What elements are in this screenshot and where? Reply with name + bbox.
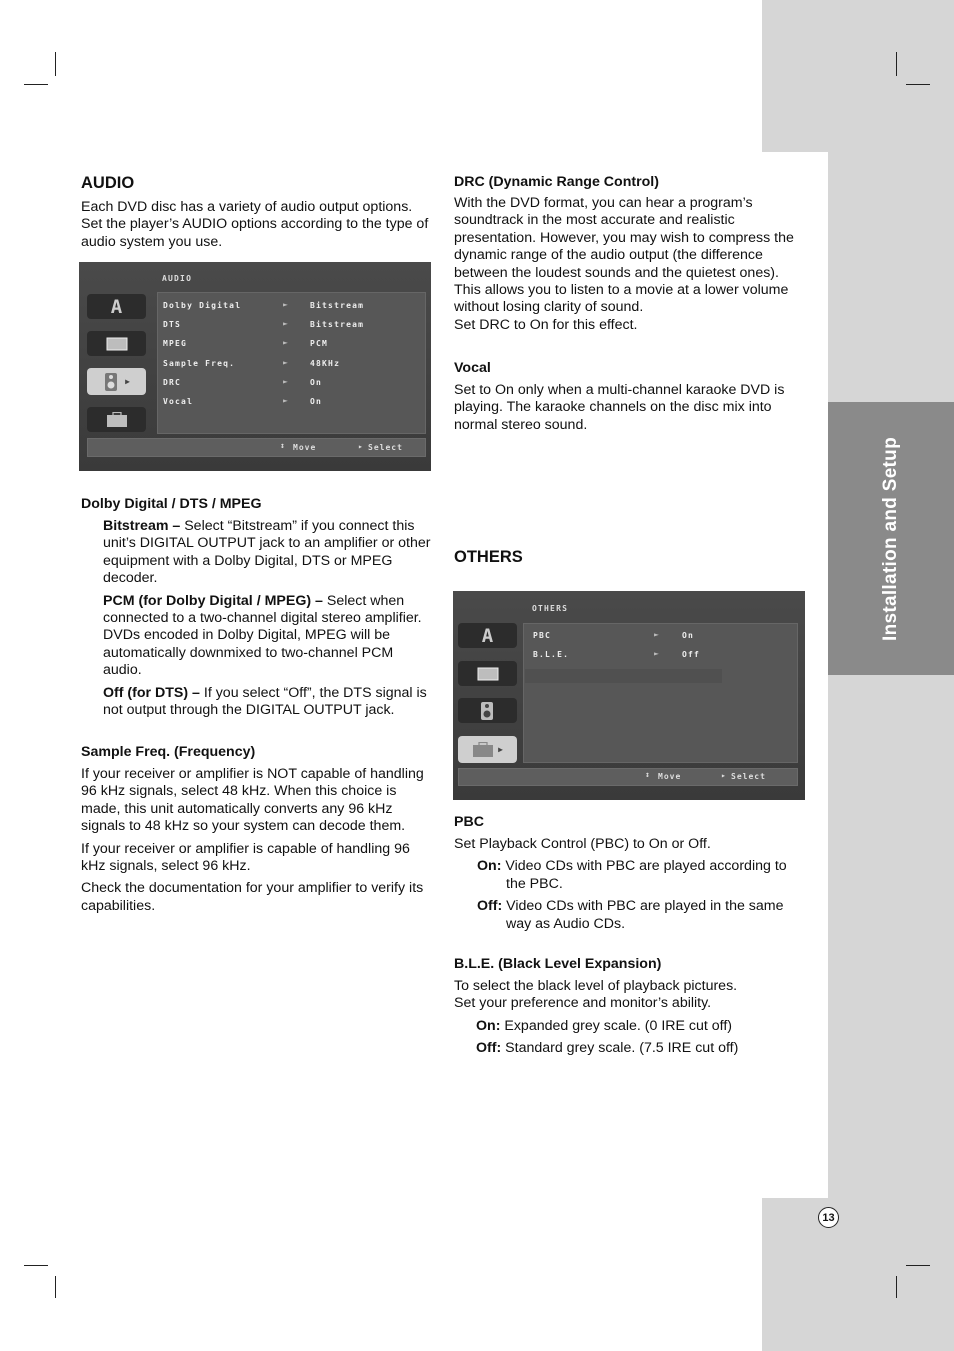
display-menu-icon [87, 331, 146, 356]
section-tab-label: Installation and Setup [880, 436, 902, 641]
footer-move-label: Move [293, 443, 317, 452]
arrow-icon: ► [283, 396, 288, 405]
audio-heading: AUDIO [81, 174, 135, 192]
others-menu-icon: ▶ [458, 736, 517, 763]
sample-freq-paragraph-2: If your receiver or amplifier is capable of handling 96 kHz signals, select 96 kHz. [81, 840, 410, 875]
ble-intro-2: Set your preference and monitor’s ability. [454, 995, 712, 1012]
sample-freq-paragraph-3: Check the documentation for your amplifier to verify its capabilities. [81, 880, 424, 914]
others-menu-footer [458, 768, 798, 786]
pcm-paragraph [103, 593, 433, 680]
audio-row-value: PCM [310, 339, 329, 348]
audio-menu-icon [458, 698, 517, 723]
drc-heading: DRC (Dynamic Range Control) [454, 174, 659, 190]
audio-menu-screen [79, 262, 431, 471]
crop-mark [55, 1276, 56, 1298]
arrow-icon: ► [654, 630, 659, 639]
pbc-intro: Set Playback Control (PBC) to On or Off. [454, 836, 711, 852]
select-icon: ▸ [721, 771, 727, 780]
ble-off-paragraph [454, 1040, 802, 1057]
pbc-on-paragraph [454, 858, 802, 893]
others-row-label: B.L.E. [533, 650, 570, 659]
others-menu-icon [87, 407, 146, 432]
crop-mark [896, 1276, 897, 1298]
ble-intro-1: To select the black level of playback pictures. [454, 978, 738, 994]
ble-off-label: Off: [476, 1040, 502, 1057]
arrow-icon: ► [283, 358, 288, 367]
audio-row-label: Dolby Digital [163, 301, 242, 310]
vocal-heading: Vocal [454, 360, 491, 376]
bitstream-text: Select “Bitstream” if you connect this unit’s DIGITAL OUTPUT jack to an amplifier or other equipment with a Dolby Digital, DTS or MPEG decoder. [103, 518, 431, 587]
audio-row-value: Bitstream [310, 320, 365, 329]
crop-mark [896, 52, 897, 76]
move-icon: ↕ [280, 441, 286, 450]
others-settings-panel [523, 623, 798, 763]
pbc-off-paragraph [454, 898, 802, 933]
pbc-on-text: Video CDs with PBC are played according to the PBC. [501, 858, 787, 892]
others-menu-screen [453, 591, 805, 800]
pbc-on-label: On: [477, 858, 502, 875]
crop-mark [906, 1265, 930, 1266]
side-band-top [762, 0, 954, 152]
crop-mark [24, 1265, 48, 1266]
bitstream-paragraph [103, 518, 433, 588]
others-row-value: On [682, 631, 695, 640]
sample-freq-heading: Sample Freq. (Frequency) [81, 744, 256, 760]
others-menu-title: OTHERS [532, 604, 569, 613]
off-dts-paragraph [103, 685, 433, 720]
bitstream-label: Bitstream – [103, 518, 181, 534]
arrow-icon: ► [283, 300, 288, 309]
side-band-bottom [762, 1198, 954, 1351]
others-row-label: PBC [533, 631, 552, 640]
off-dts-label: Off (for DTS) – [103, 684, 200, 701]
ble-on-paragraph [454, 1018, 802, 1035]
crop-mark [24, 84, 48, 85]
arrow-icon: ► [283, 377, 288, 386]
pbc-off-label: Off: [477, 898, 503, 915]
audio-row-value: Bitstream [310, 301, 365, 310]
pbc-off-text: Video CDs with PBC are played in the same way as Audio CDs. [502, 898, 784, 932]
off-dts-text: If you select “Off”, the DTS signal is not output through the DIGITAL OUTPUT jack. [103, 684, 427, 719]
ble-on-label: On: [476, 1017, 501, 1034]
audio-row-label: Sample Freq. [163, 359, 236, 368]
others-heading: OTHERS [454, 548, 523, 566]
arrow-icon: ► [654, 649, 659, 658]
sample-freq-paragraph-1: If your receiver or amplifier is NOT capable of handling 96 kHz signals, select 48 kHz. When this choice is made, this unit automatically converts any 96 kHz signals to 48 kHz so your system can decode them. [81, 766, 424, 835]
crop-mark [55, 52, 56, 76]
footer-select-label: Select [368, 443, 403, 452]
footer-select-label: Select [731, 772, 766, 781]
ble-on-text: Expanded grey scale. (0 IRE cut off) [500, 1017, 733, 1034]
drc-text-2: Set DRC to On for this effect. [454, 316, 638, 333]
others-row-value: Off [682, 650, 701, 659]
drc-text: With the DVD format, you can hear a program’s soundtrack in the most accurate and realistic presentation. However, you may wish to compress the dynamic range of the audio output (the difference between the loudest sounds and the quietest ones). This allows you to listen to a movie at a lower volume without losing clarity of sound. [454, 195, 794, 316]
audio-menu-title: AUDIO [162, 274, 193, 283]
audio-intro: Each DVD disc has a variety of audio output options. Set the player’s AUDIO options according to the type of audio system you use. [81, 199, 429, 250]
audio-row-value: On [310, 378, 323, 387]
audio-row-label: DTS [163, 320, 182, 329]
pbc-heading: PBC [454, 814, 484, 830]
others-highlight-bar [525, 669, 722, 683]
ble-heading: B.L.E. (Black Level Expansion) [454, 956, 662, 972]
arrow-icon: ► [283, 319, 288, 328]
page-number: 13 [818, 1207, 839, 1228]
language-menu-icon: A [87, 294, 146, 319]
audio-row-label: DRC [163, 378, 182, 387]
pcm-text: Select when connected to a two-channel digital stereo amplifier. DVDs encoded in Dolby Digital, MPEG will be automatically downmixed to two-channel PCM audio. [103, 592, 422, 679]
audio-row-label: Vocal [163, 397, 194, 406]
audio-row-value: 48KHz [310, 359, 341, 368]
arrow-icon: ► [283, 338, 288, 347]
pcm-label: PCM (for Dolby Digital / MPEG) – [103, 592, 323, 609]
audio-menu-footer [87, 438, 426, 457]
display-menu-icon [458, 661, 517, 686]
select-icon: ▸ [358, 442, 364, 451]
crop-mark [906, 84, 930, 85]
move-icon: ↕ [645, 770, 651, 779]
vocal-text: Set to On only when a multi-channel karaoke DVD is playing. The karaoke channels on the disc mix into normal stereo sound. [454, 382, 785, 433]
audio-row-label: MPEG [163, 339, 188, 348]
dolby-heading: Dolby Digital / DTS / MPEG [81, 496, 262, 512]
side-band [828, 152, 954, 1198]
language-menu-icon: A [458, 623, 517, 648]
audio-menu-icon: ▶ [87, 368, 146, 395]
audio-row-value: On [310, 397, 323, 406]
ble-off-text: Standard grey scale. (7.5 IRE cut off) [501, 1040, 739, 1057]
footer-move-label: Move [658, 772, 682, 781]
